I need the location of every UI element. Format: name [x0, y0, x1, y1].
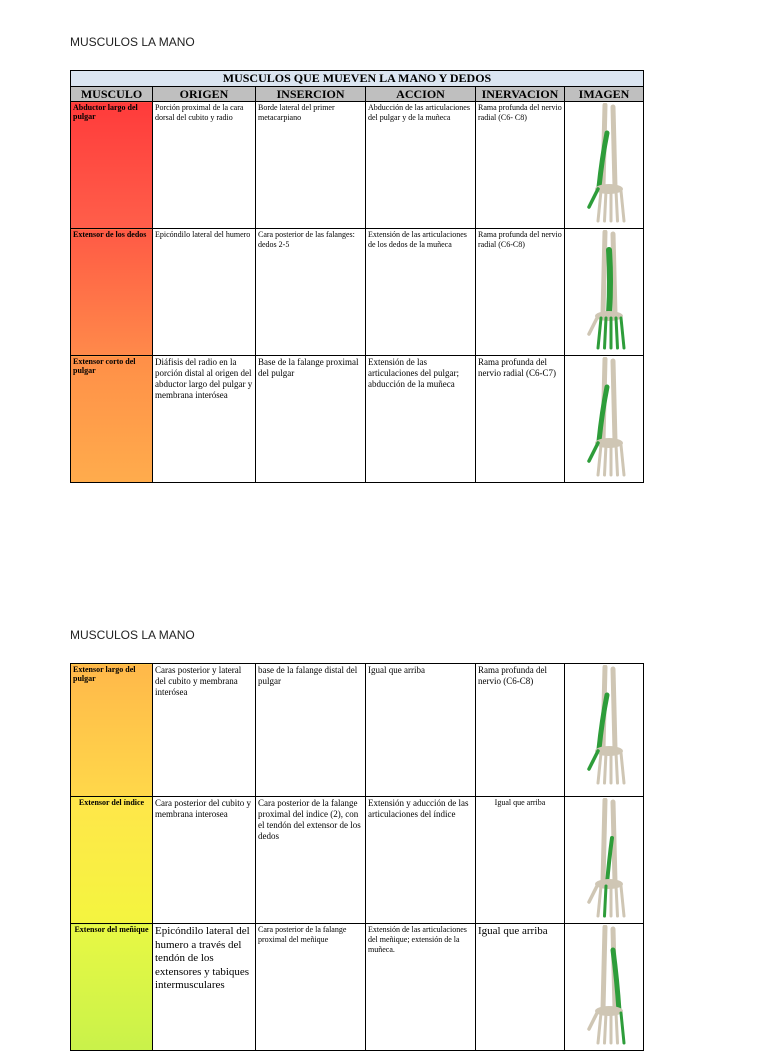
muscle-name: Extensor largo del pulgar [71, 664, 153, 797]
innervation-cell: Igual que arriba [476, 924, 565, 1051]
muscles-table-2 [70, 663, 644, 1051]
forearm-anatomy-icon [567, 665, 641, 789]
innervation-cell: Rama profunda del nervio radial (C6-C7) [476, 356, 565, 483]
muscle-name: Abductor largo del pulgar [71, 102, 153, 229]
forearm-anatomy-icon [567, 103, 641, 227]
origin-cell: Epicóndilo lateral del humero a través del tendón de los extensores y tabiques intermusculares [153, 924, 256, 1051]
action-cell: Extensión de las articulaciones del pulgar; abducción de la muñeca [366, 356, 476, 483]
column-header-inervacion: INERVACION [476, 87, 565, 102]
action-cell: Extensión de las articulaciones del meñique; extensión de la muñeca. [366, 924, 476, 1051]
insertion-cell: base de la falange distal del pulgar [256, 664, 366, 797]
page-header: MUSCULOS LA MANO [70, 628, 195, 642]
anatomy-image-cell [565, 924, 644, 1051]
forearm-anatomy-icon [567, 230, 641, 354]
forearm-anatomy-icon [567, 798, 641, 922]
origin-cell: Porción proximal de la cara dorsal del cubito y radio [153, 102, 256, 229]
forearm-anatomy-icon [567, 357, 641, 481]
innervation-cell: Rama profunda del nervio radial (C6-C8) [476, 229, 565, 356]
table-row [71, 356, 644, 483]
page-header: MUSCULOS LA MANO [70, 35, 195, 49]
anatomy-image-cell [565, 229, 644, 356]
forearm-anatomy-icon [567, 925, 641, 1049]
origin-cell: Cara posterior del cubito y membrana interosea [153, 797, 256, 924]
column-header-accion: ACCION [366, 87, 476, 102]
anatomy-image-cell [565, 356, 644, 483]
column-header-imagen: IMAGEN [565, 87, 644, 102]
innervation-cell: Rama profunda del nervio radial (C6- C8) [476, 102, 565, 229]
muscle-name: Extensor de los dedos [71, 229, 153, 356]
origin-cell: Caras posterior y lateral del cubito y membrana interósea [153, 664, 256, 797]
column-header-origen: ORIGEN [153, 87, 256, 102]
insertion-cell: Cara posterior de las falanges: dedos 2-5 [256, 229, 366, 356]
insertion-cell: Cara posterior de la falange proximal del meñique [256, 924, 366, 1051]
insertion-cell: Base de la falange proximal del pulgar [256, 356, 366, 483]
muscle-name: Extensor del índice [71, 797, 153, 924]
muscle-name: Extensor corto del pulgar [71, 356, 153, 483]
table-row [71, 102, 644, 229]
insertion-cell: Cara posterior de la falange proximal del indice (2), con el tendón del extensor de los dedos [256, 797, 366, 924]
table-title: MUSCULOS QUE MUEVEN LA MANO Y DEDOS [71, 71, 644, 87]
table-row [71, 924, 644, 1051]
column-header-insercion: INSERCION [256, 87, 366, 102]
action-cell: Extensión de las articulaciones de los dedos de la muñeca [366, 229, 476, 356]
table-row [71, 664, 644, 797]
insertion-cell: Borde lateral del primer metacarpiano [256, 102, 366, 229]
anatomy-image-cell [565, 664, 644, 797]
table-row [71, 229, 644, 356]
column-header-musculo: MUSCULO [71, 87, 153, 102]
action-cell: Extensión y aducción de las articulaciones del índice [366, 797, 476, 924]
anatomy-image-cell [565, 102, 644, 229]
table-row [71, 797, 644, 924]
action-cell: Igual que arriba [366, 664, 476, 797]
innervation-cell: Rama profunda del nervio (C6-C8) [476, 664, 565, 797]
origin-cell: Epicóndilo lateral del humero [153, 229, 256, 356]
innervation-cell: Igual que arriba [476, 797, 565, 924]
action-cell: Abducción de las articulaciones del pulgar y de la muñeca [366, 102, 476, 229]
muscles-table-1 [70, 70, 644, 483]
muscle-name: Extensor del meñique [71, 924, 153, 1051]
origin-cell: Diáfisis del radio en la porción distal al origen del abductor largo del pulgar y membrana interósea [153, 356, 256, 483]
anatomy-image-cell [565, 797, 644, 924]
